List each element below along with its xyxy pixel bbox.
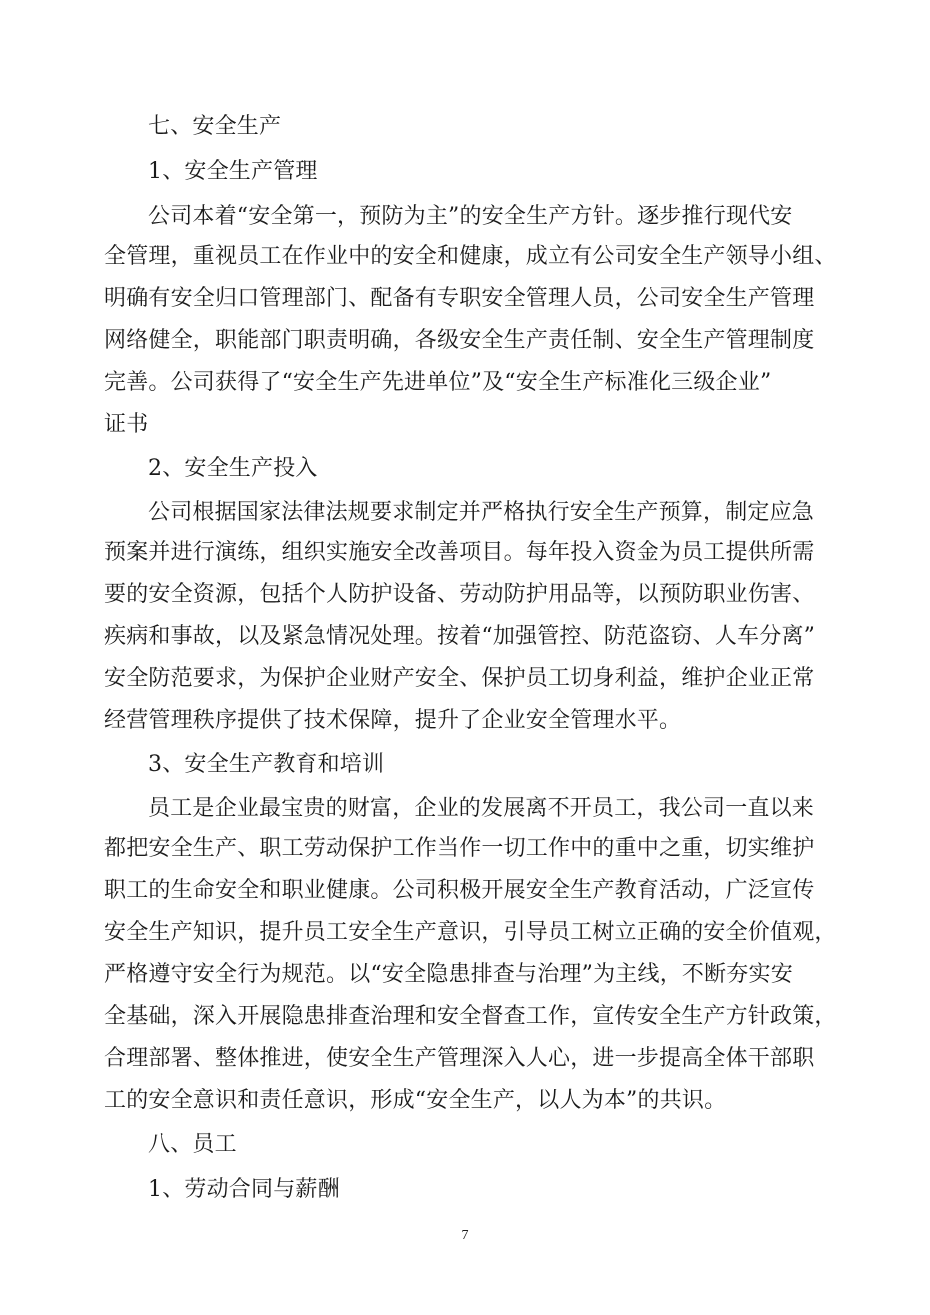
- section-heading-employees: 八、员工: [148, 1132, 237, 1157]
- subsection-heading-safety-investment: 2、安全生产投入: [148, 456, 318, 481]
- paragraph-line: 工的安全意识和责任意识，形成“安全生产，以人为本”的共识。: [104, 1088, 727, 1113]
- paragraph-line: 公司根据国家法律法规要求制定并严格执行安全生产预算，制定应急: [148, 500, 815, 525]
- paragraph-line: 全管理，重视员工在作业中的安全和健康，成立有公司安全生产领导小组、: [104, 244, 837, 269]
- paragraph-line: 经营管理秩序提供了技术保障，提升了企业安全管理水平。: [104, 708, 682, 733]
- section-heading-safety-production: 七、安全生产: [148, 114, 282, 139]
- paragraph-line: 完善。公司获得了“安全生产先进单位”及“安全生产标准化三级企业”: [104, 370, 772, 395]
- subsection-heading-labor-contract: 1、劳动合同与薪酬: [148, 1177, 340, 1202]
- paragraph-line: 员工是企业最宝贵的财富，企业的发展离不开员工，我公司一直以来: [148, 796, 815, 821]
- subsection-heading-safety-training: 3、安全生产教育和培训: [148, 752, 385, 777]
- paragraph-line: 证书: [104, 412, 149, 437]
- paragraph-line: 职工的生命安全和职业健康。公司积极开展安全生产教育活动，广泛宣传: [104, 878, 815, 903]
- paragraph-line: 安全生产知识，提升员工安全生产意识，引导员工树立正确的安全价值观，: [104, 920, 837, 945]
- paragraph-line: 疾病和事故，以及紧急情况处理。按着“加强管控、防范盗窃、人车分离”: [104, 624, 816, 649]
- page-number: 7: [461, 1228, 469, 1243]
- paragraph-line: 明确有安全归口管理部门、配备有专职安全管理人员，公司安全生产管理: [104, 286, 815, 311]
- paragraph-line: 合理部署、整体推进，使安全生产管理深入人心，进一步提高全体干部职: [104, 1046, 815, 1071]
- paragraph-line: 公司本着“安全第一，预防为主”的安全生产方针。逐步推行现代安: [148, 204, 793, 229]
- paragraph-line: 要的安全资源，包括个人防护设备、劳动防护用品等，以预防职业伤害、: [104, 582, 815, 607]
- subsection-heading-safety-management: 1、安全生产管理: [148, 159, 318, 184]
- paragraph-line: 严格遵守安全行为规范。以“安全隐患排查与治理”为主线，不断夯实安: [104, 962, 793, 987]
- paragraph-line: 都把安全生产、职工劳动保护工作当作一切工作中的重中之重，切实维护: [104, 836, 815, 861]
- paragraph-line: 安全防范要求，为保护企业财产安全、保护员工切身利益，维护企业正常: [104, 666, 815, 691]
- paragraph-line: 全基础，深入开展隐患排查治理和安全督查工作，宣传安全生产方针政策，: [104, 1004, 837, 1029]
- paragraph-line: 预案并进行演练，组织实施安全改善项目。每年投入资金为员工提供所需: [104, 540, 815, 565]
- paragraph-line: 网络健全，职能部门职责明确，各级安全生产责任制、安全生产管理制度: [104, 328, 815, 353]
